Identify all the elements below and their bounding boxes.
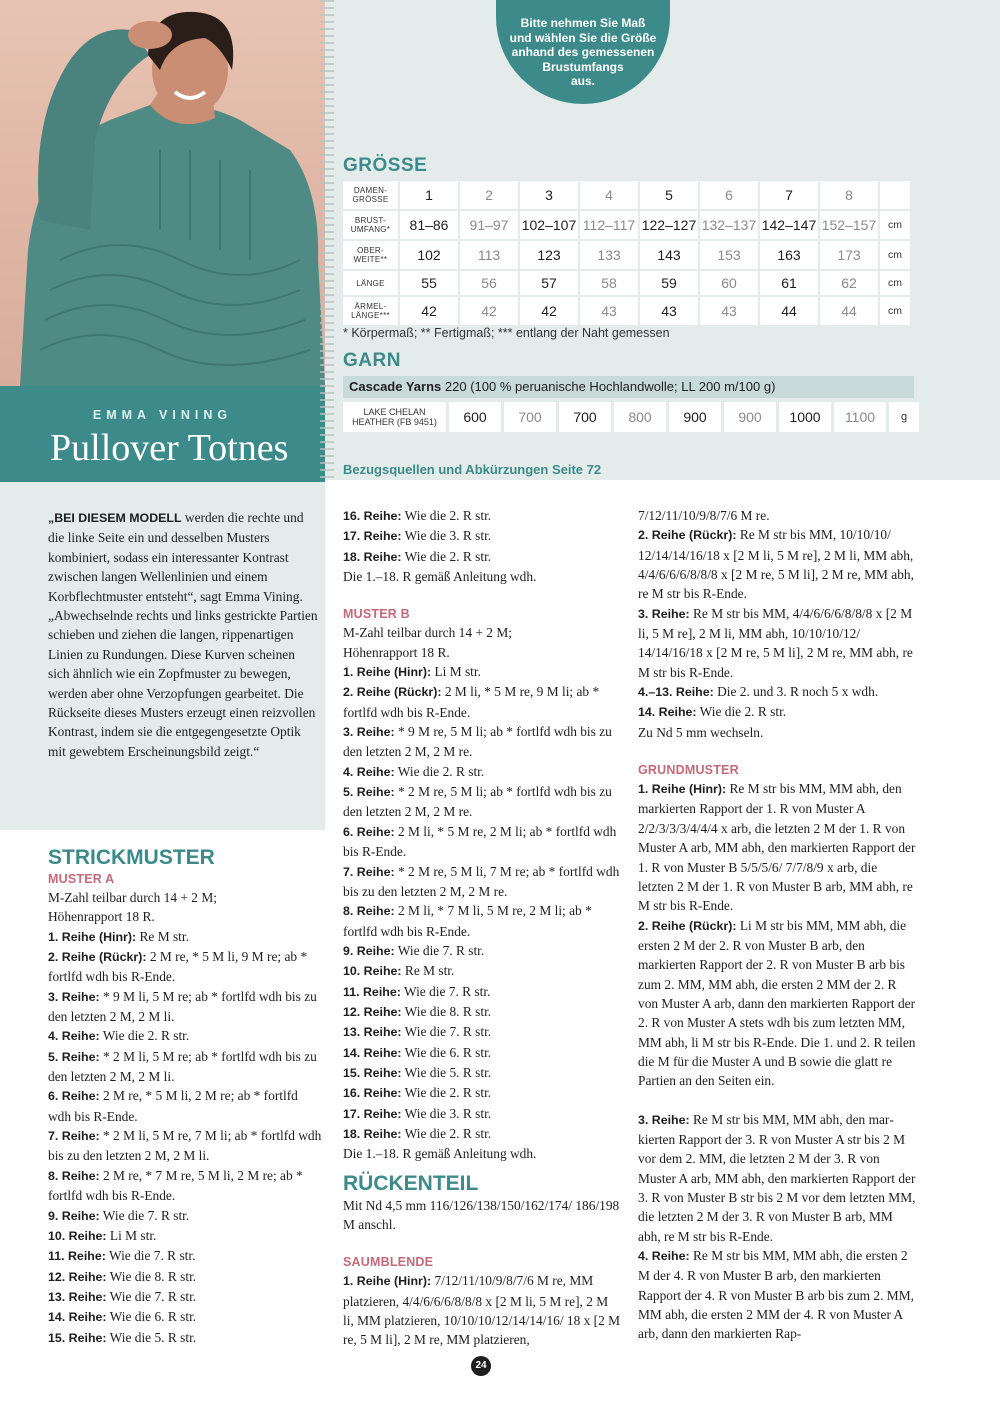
row-instruction bbox=[343, 682, 621, 722]
row-text: Re M str bis MM, MM abh, den markierten Rapport der 3. R von Muster A str bis 2 M vor dem 2. MM, die letzten 2 M der 3. R von Muster A arb, MM abh, den markierten Rapport der 3. R von Muster B str bis 2 M vor dem letzten MM, die letzten 2 M der 3. R von Muster B arb, MM abh, re M str bis R-Ende. bbox=[638, 1111, 916, 1244]
saumblende-rows bbox=[638, 525, 916, 722]
row-number: 2. Reihe (Rückr): bbox=[638, 528, 737, 543]
row-number: 17. Reihe: bbox=[343, 1106, 402, 1121]
row-number: 14. Reihe: bbox=[48, 1310, 107, 1325]
subheading-muster-a: MUSTER A bbox=[48, 872, 115, 886]
subheading-grundmuster: GRUNDMUSTER bbox=[638, 763, 739, 778]
row-instruction bbox=[343, 822, 621, 862]
row-number: 1. Reihe (Hinr): bbox=[343, 665, 432, 680]
yarn-detail: 220 (100 % peruanische Hochlandwolle; LL 200 m/100 g) bbox=[441, 379, 776, 394]
row-number: 5. Reihe: bbox=[343, 785, 395, 800]
muster-b-rows bbox=[343, 662, 621, 1144]
yarn-color-label bbox=[343, 402, 446, 432]
size-unit bbox=[880, 181, 910, 209]
row-number: 10. Reihe: bbox=[343, 964, 402, 979]
row-instruction bbox=[343, 526, 621, 546]
row-number: 17. Reihe: bbox=[343, 529, 402, 544]
row-text: * 9 M li, 5 M re; ab * fortlfd wdh bis zu den letzten 2 M, 2 M li. bbox=[48, 988, 317, 1025]
row-instruction bbox=[48, 1267, 323, 1287]
row-number: 8. Reihe: bbox=[343, 904, 395, 919]
text-line: M-Zahl teilbar durch 14 + 2 M; bbox=[343, 625, 512, 641]
row-text: Wie die 2. R str. bbox=[99, 1028, 190, 1044]
row-text: Re M str. bbox=[136, 928, 189, 944]
row-text: Wie die 8. R str. bbox=[106, 1268, 197, 1284]
muster-a-rows-cont bbox=[343, 506, 621, 567]
row-instruction bbox=[48, 1166, 323, 1206]
row-instruction bbox=[48, 1086, 323, 1126]
size-cell: 44 bbox=[820, 297, 878, 325]
row-number: 18. Reihe: bbox=[343, 1126, 402, 1141]
size-cell: 102–107 bbox=[520, 211, 578, 239]
row-instruction bbox=[343, 862, 621, 902]
size-row bbox=[343, 181, 912, 211]
row-number: 4. Reihe: bbox=[638, 1249, 690, 1264]
size-unit: cm bbox=[880, 297, 910, 325]
row-text: Wie die 2. R str. bbox=[401, 1085, 492, 1101]
row-number: 12. Reihe: bbox=[48, 1269, 107, 1284]
yarn-quantity-row bbox=[343, 402, 922, 432]
size-row bbox=[343, 271, 912, 297]
row-text: Wie die 7. R str. bbox=[401, 1024, 492, 1040]
row-instruction bbox=[343, 1083, 621, 1103]
row-text: Wie die 8. R str. bbox=[401, 1003, 492, 1019]
yarn-cell: 800 bbox=[614, 402, 666, 432]
row-instruction bbox=[343, 901, 621, 941]
row-instruction bbox=[343, 506, 621, 526]
row-instruction bbox=[343, 782, 621, 822]
text-line: 7/12/11/10/9/8/7/6 M re. bbox=[638, 508, 770, 523]
size-cell: 42 bbox=[400, 297, 458, 325]
size-cell: 152–157 bbox=[820, 211, 878, 239]
row-instruction bbox=[343, 941, 621, 961]
row-text: * 2 M li, 5 M re; ab * fortlfd wdh bis zu den letzten 2 M, 2 M li. bbox=[48, 1048, 317, 1085]
size-cell: 43 bbox=[640, 297, 698, 325]
yarn-description bbox=[343, 376, 914, 398]
row-text: Re M str bis MM, MM abh, die ersten 2 M der 4. R von Muster B arb, den markierten Rapport der 4. R von Muster B arb bis zum 2. MM, MM abh, die ersten 2 MM der 4. R von Muster A arb, dann den markierten Rap- bbox=[638, 1248, 914, 1342]
measurement-note bbox=[496, 0, 670, 104]
row-text: Wie die 7. R str. bbox=[105, 1248, 196, 1264]
row-text: 2 M re, * 5 M li, 2 M re; ab * fortlfd wdh bis R-Ende. bbox=[48, 1088, 298, 1124]
row-instruction bbox=[343, 1002, 621, 1022]
row-text: 2 M re, * 5 M li, 9 M re; ab * fortlfd wdh bis R-Ende. bbox=[48, 949, 308, 985]
row-number: 1. Reihe (Hinr): bbox=[638, 782, 727, 797]
size-table bbox=[343, 181, 912, 327]
row-number: 3. Reihe: bbox=[638, 1112, 690, 1127]
size-cell: 112–117 bbox=[580, 211, 638, 239]
row-number: 15. Reihe: bbox=[48, 1330, 107, 1345]
size-cell: 60 bbox=[700, 271, 758, 295]
size-row bbox=[343, 241, 912, 271]
page-title: Pullover Totnes bbox=[50, 427, 289, 469]
spiral-binding-decoration bbox=[320, 0, 334, 480]
size-cell: 102 bbox=[400, 241, 458, 269]
size-cell: 123 bbox=[520, 241, 578, 269]
row-number: 9. Reihe: bbox=[343, 943, 395, 958]
row-text: Wie die 7. R str. bbox=[400, 983, 491, 999]
size-row-label: OBER- WEITE** bbox=[343, 241, 398, 269]
size-cell: 5 bbox=[640, 181, 698, 209]
size-cell: 44 bbox=[760, 297, 818, 325]
yarn-cell: 900 bbox=[669, 402, 721, 432]
row-instruction bbox=[343, 662, 621, 682]
row-text: Wie die 7. R str. bbox=[394, 942, 485, 958]
size-cell: 6 bbox=[700, 181, 758, 209]
row-number: 3. Reihe: bbox=[48, 989, 100, 1004]
row-instruction bbox=[638, 604, 916, 682]
text-line: M-Zahl teilbar durch 14 + 2 M; bbox=[48, 890, 217, 905]
yarn-cell: 700 bbox=[504, 402, 556, 432]
text-line: Höhenrapport 18 R. bbox=[48, 909, 155, 925]
row-instruction bbox=[638, 779, 916, 915]
row-text: Wie die 6. R str. bbox=[106, 1309, 197, 1325]
row-instruction bbox=[343, 1104, 621, 1124]
size-cell: 43 bbox=[580, 297, 638, 325]
size-cell: 8 bbox=[820, 181, 878, 209]
row-number: 16. Reihe: bbox=[343, 1086, 402, 1101]
row-number: 3. Reihe: bbox=[638, 606, 690, 621]
size-cell: 58 bbox=[580, 271, 638, 295]
size-cell: 61 bbox=[760, 271, 818, 295]
muster-a-rows bbox=[48, 927, 323, 1348]
subheading-muster-b: MUSTER B bbox=[343, 607, 410, 622]
note-line: anhand des gemessenen bbox=[511, 45, 655, 59]
size-row bbox=[343, 211, 912, 241]
text-line: Mit Nd 4,5 mm 116/126/138/150/162/174/ 186/198 M anschl. bbox=[343, 1197, 620, 1232]
column-2 bbox=[343, 506, 621, 1350]
size-unit: cm bbox=[880, 241, 910, 269]
row-number: 2. Reihe (Rückr): bbox=[48, 950, 147, 965]
section-heading-strickmuster: STRICKMUSTER bbox=[48, 846, 215, 869]
row-text: Die 2. und 3. R noch 5 x wdh. bbox=[713, 684, 879, 700]
size-row-label: BRUST- UMFANG* bbox=[343, 211, 398, 239]
sources-reference: Bezugsquellen und Abkürzungen Seite 72 bbox=[343, 462, 602, 477]
row-instruction bbox=[343, 1124, 621, 1144]
row-instruction bbox=[343, 1063, 621, 1083]
row-number: 10. Reihe: bbox=[48, 1228, 107, 1243]
size-unit: cm bbox=[880, 271, 910, 295]
row-instruction bbox=[48, 1246, 323, 1266]
row-number: 4.–13. Reihe: bbox=[638, 685, 714, 700]
size-footnote: * Körpermaß; ** Fertigmaß; *** entlang der Naht gemessen bbox=[343, 326, 670, 340]
row-number: 7. Reihe: bbox=[48, 1129, 100, 1144]
row-instruction bbox=[343, 722, 621, 762]
size-row-label: DAMEN- GRÖSSE bbox=[343, 181, 398, 209]
row-number: 4. Reihe: bbox=[48, 1029, 100, 1044]
quote-text: werden die rechte und die linke Seite ein und desselben Musters kombiniert, sodass ein interessanter Kontrast zwischen langen Wellenlinien und einem Korbflechtmuster entsteht“, sagt Emma Vining. „Abwechselnde rechts und links gestrickte Partien schieben und ziehen die langen, rippenartigen Linien zu Rundungen. Diese Kurven scheinen sich ähnlich wie ein Zopfmuster zu bewegen, werden aber ohne Verzopfungen gearbeitet. Die Rückseite dieses Musters erzeugt einen reizvollen Kontrast, indem sie die entgegengesetzte Optik mit gewebtem Erscheinungsbild zeigt.“ bbox=[48, 510, 318, 759]
row-number: 5. Reihe: bbox=[48, 1049, 100, 1064]
size-cell: 113 bbox=[460, 241, 518, 269]
row-text: * 9 M re, 5 M li; ab * fortlfd wdh bis zu den letzten 2 M, 2 M re. bbox=[343, 724, 612, 760]
yarn-cell: 1100 bbox=[834, 402, 886, 432]
note-line: aus. bbox=[570, 74, 595, 88]
row-text: Wie die 5. R str. bbox=[401, 1064, 492, 1080]
row-text: Wie die 5. R str. bbox=[106, 1329, 197, 1345]
row-number: 14. Reihe: bbox=[638, 705, 697, 720]
size-cell: 4 bbox=[580, 181, 638, 209]
row-number: 1. Reihe (Hinr): bbox=[48, 929, 137, 944]
row-number: 8. Reihe: bbox=[48, 1168, 100, 1183]
row-number: 7. Reihe: bbox=[343, 864, 395, 879]
row-text: Wie die 3. R str. bbox=[401, 1105, 492, 1121]
row-instruction bbox=[48, 1206, 323, 1226]
row-number: 12. Reihe: bbox=[343, 1004, 402, 1019]
row-instruction bbox=[638, 682, 916, 702]
size-cell: 163 bbox=[760, 241, 818, 269]
size-unit: cm bbox=[880, 211, 910, 239]
row-number: 3. Reihe: bbox=[343, 725, 395, 740]
row-text: 2 M li, * 5 M re, 9 M li; ab * fortlfd wdh bis R-Ende. bbox=[343, 684, 600, 720]
row-instruction bbox=[48, 1328, 323, 1348]
row-text: 2 M li, * 5 M re, 2 M li; ab * fortlfd wdh bis R-Ende. bbox=[343, 823, 617, 860]
row-instruction bbox=[638, 525, 916, 603]
row-text: * 2 M re, 5 M li, 7 M re; ab * fortlfd wdh bis zu den letzten 2 M, 2 M re. bbox=[343, 863, 620, 899]
size-cell: 91–97 bbox=[460, 211, 518, 239]
row-number: 11. Reihe: bbox=[343, 984, 401, 999]
size-row-label: LÄNGE bbox=[343, 271, 398, 295]
yarn-cell: 1000 bbox=[779, 402, 831, 432]
size-cell: 132–137 bbox=[700, 211, 758, 239]
designer-name: EMMA VINING bbox=[92, 408, 233, 422]
row-instruction bbox=[638, 916, 916, 1091]
row-number: 4. Reihe: bbox=[343, 764, 395, 779]
row-text: Wie die 2. R str. bbox=[401, 508, 492, 523]
grundmuster-rows bbox=[638, 779, 916, 1091]
row-number: 11. Reihe: bbox=[48, 1249, 106, 1264]
row-number: 15. Reihe: bbox=[343, 1065, 402, 1080]
size-heading: GRÖSSE bbox=[343, 155, 428, 176]
row-text: Li M str bis MM, MM abh, die ersten 2 M der 2. R von Muster B arb, den markierten Rapport der 2. R von Muster B arb bis zum 2. MM, MM abh, die ersten 2 MM der 2. R von Muster A arb, dann den markierten Rapport der 2. R von Muster A stets wdh bis zum letzten MM, MM abh, li M str bis R-Ende. Die 1. und 2. R teilen die M für die Muster A und B sowie die glatt re Partien an den Seiten ein. bbox=[638, 917, 916, 1089]
row-number: 9. Reihe: bbox=[48, 1208, 100, 1223]
row-text: 2 M li, * 7 M li, 5 M re, 2 M li; ab * fortlfd wdh bis R-Ende. bbox=[343, 903, 592, 939]
size-cell: 81–86 bbox=[400, 211, 458, 239]
row-text: Li M str. bbox=[431, 664, 481, 680]
row-text: 2 M re, * 7 M re, 5 M li, 2 M re; ab * fortlfd wdh bis R-Ende. bbox=[48, 1167, 303, 1204]
row-instruction bbox=[48, 1287, 323, 1307]
yarn-cell: 700 bbox=[559, 402, 611, 432]
row-number: 18. Reihe: bbox=[343, 549, 402, 564]
size-cell: 56 bbox=[460, 271, 518, 295]
row-instruction bbox=[48, 987, 323, 1027]
size-cell: 2 bbox=[460, 181, 518, 209]
row-text: Wie die 7. R str. bbox=[99, 1207, 190, 1223]
row-instruction bbox=[48, 1047, 323, 1087]
row-number: 2. Reihe (Rückr): bbox=[638, 918, 737, 933]
yarn-cell: 900 bbox=[724, 402, 776, 432]
row-instruction: 1. Reihe (Hinr): 7/12/11/10/9/8/7/6 M re, MM platzieren, 4/4/6/6/6/8/8/8 x [2 M li, 5 M re], 2 M li, MM platzieren, 10/10/10/12/14/14/16/ 18 x [2 M re, 5 M li], 2 M re, MM platzieren, bbox=[343, 1273, 621, 1348]
page-number: 24 bbox=[471, 1356, 491, 1376]
size-cell: 133 bbox=[580, 241, 638, 269]
row-instruction bbox=[343, 961, 621, 981]
size-cell: 43 bbox=[700, 297, 758, 325]
size-cell: 42 bbox=[520, 297, 578, 325]
size-cell: 3 bbox=[520, 181, 578, 209]
size-row bbox=[343, 297, 912, 327]
designer-quote bbox=[48, 508, 318, 761]
row-text: Wie die 6. R str. bbox=[401, 1044, 492, 1060]
row-instruction bbox=[638, 1110, 916, 1246]
row-text: Li M str. bbox=[106, 1227, 157, 1243]
row-number: 13. Reihe: bbox=[343, 1025, 402, 1040]
row-instruction bbox=[48, 1307, 323, 1327]
size-cell: 143 bbox=[640, 241, 698, 269]
note-line: Bitte nehmen Sie Maß bbox=[520, 16, 646, 30]
note-line: Brustumfangs bbox=[542, 59, 624, 74]
row-text: Wie die 2. R str. bbox=[394, 763, 485, 779]
row-instruction bbox=[343, 1022, 621, 1042]
text-line: Höhenrapport 18 R. bbox=[343, 644, 450, 660]
size-row-label: ÄRMEL- LÄNGE*** bbox=[343, 297, 398, 325]
row-instruction bbox=[343, 762, 621, 782]
row-number: 2. Reihe (Rückr): bbox=[343, 685, 442, 700]
size-cell: 57 bbox=[520, 271, 578, 295]
row-instruction bbox=[48, 947, 323, 987]
note-line: und wählen Sie die Größe bbox=[509, 30, 657, 45]
row-instruction bbox=[343, 1043, 621, 1063]
yarn-brand: Cascade Yarns bbox=[349, 379, 442, 394]
size-cell: 122–127 bbox=[640, 211, 698, 239]
section-heading-rueckenteil: RÜCKENTEIL bbox=[343, 1171, 479, 1195]
yarn-color-name: LAKE CHELAN HEATHER (FB 9451) bbox=[352, 407, 437, 427]
size-cell: 1 bbox=[400, 181, 458, 209]
row-text: Wie die 2. R str. bbox=[401, 548, 492, 564]
yarn-unit: g bbox=[889, 402, 919, 432]
size-cell: 7 bbox=[760, 181, 818, 209]
row-instruction bbox=[638, 1246, 916, 1344]
row-text: * 2 M li, 5 M re, 7 M li; ab * fortlfd wdh bis zu den letzten 2 M, 2 M li. bbox=[48, 1128, 322, 1164]
row-instruction bbox=[48, 1226, 323, 1246]
row-text: Re M str bis MM, 4/4/6/6/6/8/8/8 x [2 M li, 5 M re], 2 M li, MM abh, 10/10/10/12/ 14/14/16/18 x [2 M re, 5 M li], 2 M re, MM abh, re M str bis R-Ende. bbox=[638, 605, 913, 680]
subheading-saumblende: SAUMBLENDE bbox=[343, 1255, 434, 1270]
size-cell: 153 bbox=[700, 241, 758, 269]
row-instruction bbox=[343, 547, 621, 567]
size-cell: 142–147 bbox=[760, 211, 818, 239]
row-number: 13. Reihe: bbox=[48, 1289, 107, 1304]
row-text: * 2 M re, 5 M li; ab * fortlfd wdh bis zu den letzten 2 M, 2 M re. bbox=[343, 784, 612, 820]
text-line: Die 1.–18. R gemäß Anleitung wdh. bbox=[343, 1146, 537, 1162]
row-instruction bbox=[48, 1126, 323, 1166]
row-number: 6. Reihe: bbox=[343, 824, 395, 839]
row-number: 6. Reihe: bbox=[48, 1089, 100, 1104]
row-instruction bbox=[638, 702, 916, 722]
model-illustration bbox=[0, 0, 325, 386]
yarn-cell: 600 bbox=[449, 402, 501, 432]
row-instruction bbox=[343, 982, 621, 1002]
row-number: 16. Reihe: bbox=[343, 509, 402, 523]
row-text: Wie die 7. R str. bbox=[106, 1288, 197, 1304]
yarn-heading: GARN bbox=[343, 350, 401, 371]
model-photo bbox=[0, 0, 325, 386]
row-instruction bbox=[48, 927, 323, 947]
size-cell: 59 bbox=[640, 271, 698, 295]
quote-lead: „BEI DIESEM MODELL bbox=[48, 511, 182, 525]
row-text: Re M str. bbox=[401, 963, 455, 979]
row-number: 14. Reihe: bbox=[343, 1045, 402, 1060]
row-text: Wie die 3. R str. bbox=[401, 528, 492, 544]
grundmuster-rows-cont bbox=[638, 1110, 916, 1344]
row-text: Re M str bis MM, MM abh, den markierten Rapport der 1. R von Muster A 2/2/3/3/3/4/4/4 x arb, die letzten 2 M der 1. R von Muster A arb, MM abh, den markierten Rapport der 1. R von Muster B 5/5/5/6/ 7/7/8/9 x arb, die letzten 2 M der 1. R von Muster B arb, MM abh, re M str bis R-Ende. bbox=[638, 781, 916, 914]
row-text: Wie die 2. R str. bbox=[401, 1125, 492, 1141]
row-text: Wie die 2. R str. bbox=[696, 704, 787, 720]
text-line: Die 1.–18. R gemäß Anleitung wdh. bbox=[343, 569, 537, 585]
row-text: Re M str bis MM, 10/10/10/ 12/14/14/16/18 x [2 M li, 5 M re], 2 M li, MM abh, 4/4/6/6/6/8/8/8 x [2 M re, 5 M li], 2 M re, MM abh, re M str bis R-Ende. bbox=[638, 527, 914, 602]
size-cell: 173 bbox=[820, 241, 878, 269]
size-cell: 62 bbox=[820, 271, 878, 295]
column-3 bbox=[638, 506, 916, 1344]
size-cell: 55 bbox=[400, 271, 458, 295]
row-instruction bbox=[48, 1026, 323, 1046]
size-cell: 42 bbox=[460, 297, 518, 325]
text-line: Zu Nd 5 mm wechseln. bbox=[638, 724, 764, 740]
column-1 bbox=[48, 846, 323, 1348]
